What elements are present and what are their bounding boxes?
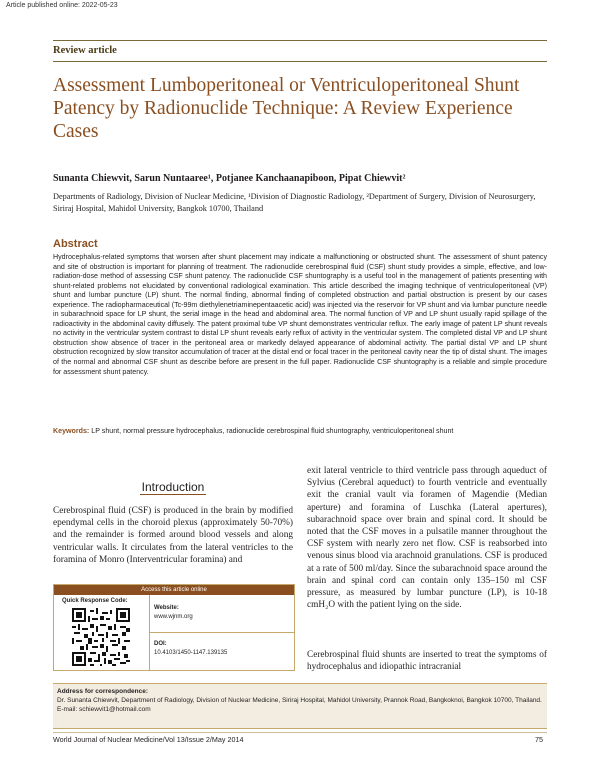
keywords-label: Keywords:: [53, 427, 90, 435]
intro-paragraph-col2b: Cerebrospinal fluid shunts are inserted to treat the symptoms of hydrocephalus and idiopathic intracranial: [307, 650, 547, 673]
access-info-panel: [150, 595, 294, 670]
abstract-text: Hydrocephalus-related symptoms that worsen after shunt placement may indicate a malfunctioning or obstructed shunt. The assessment of shunt patency and site of obstruction is important for planning of treatment. The radionuclide cerebrospinal fluid (CSF) shunt study provides a simple, effective, and low-radiation-dose method of assessing CSF shunt patency. The radionuclide CSF shuntography is a useful tool in the management of patients presenting with shunt-related problems not elucidated by conventional radiological examination. This article described the imaging technique of ventriculoperitoneal (VP) shunt and lumbar puncture (LP) shunt. The normal finding, abnormal finding of completed obstruction and partial obstruction is present by our cases experience. The radiopharmaceutical (Tc-99m diethylenetriaminepentaacetic acid) was injected via the reservoir for VP shunt and via lumbar puncture needle in subarachnoid space for LP shunt, the serial image in the head and abdominal area. The normal function of VP and LP shunt usually rapid spillage of the radioactivity in the abdominal cavity diffusely. The patent proximal tube VP shunt demonstrates ventricular reflux. The early image of patent LP shunt reveals no activity in the ventricular system contrast to distal LP shunt reveals early reflux of activity in the ventricular system. The completed distal VP and LP shunt obstruction show absence of tracer in the peritoneal area or markedly delayed appearance of abdominal activity. The partial distal VP and LP shunt obstruction recognized by slow transitor accumulation of tracer at the distal end or focal tracer in the peritoneal cavity near the tip of distal shunt. The images of the normal and abnormal CSF shunt as describe before are present in the full paper. Radionuclide CSF shuntography is a reliable and simple procedure for assessment shunt patency.: [53, 253, 547, 376]
authors: Sunanta Chiewvit, Sarun Nuntaaree¹, Potjanee Kanchaanapiboon, Pipat Chiewvit²: [53, 173, 406, 184]
keywords-text: LP shunt, normal pressure hydrocephalus, radionuclide cerebrospinal fluid shuntography, ventriculoperitoneal shunt: [91, 427, 454, 435]
journal-footer: World Journal of Nuclear Medicine/Vol 13/Issue 2/May 2014: [53, 735, 244, 744]
correspondence-text: Dr. Sunanta Chiewvit, Department of Radiology, Division of Nuclear Medicine, Siriraj Hospital, Mahidol University, Prannok Road, Bangkoknoi, Bangkok 10700, Thailand. E-mail: schiewvit1@hotmail.com: [57, 697, 542, 714]
correspondence-label: Address for correspondence:: [57, 688, 149, 695]
qr-code-icon[interactable]: [72, 608, 130, 666]
access-box-header: Access this article online: [54, 585, 294, 595]
website-link[interactable]: www.wjnm.org: [154, 614, 193, 620]
website-label: Website:: [154, 605, 179, 611]
affiliations: Departments of Radiology, Division of Nuclear Medicine, ¹Division of Diagnostic Radiology, ²Department of Surgery, Division of Neurosurgery, Siriraj Hospital, Mahidol University, Bangkok 10700, Thailand: [53, 192, 536, 213]
qr-panel: [54, 595, 150, 670]
section-label: Review article: [53, 45, 117, 56]
doi-label: DOI:: [154, 641, 167, 647]
footer-rule: [53, 732, 547, 733]
introduction-heading-text: Introduction: [141, 480, 205, 494]
section-rule: [53, 61, 547, 62]
abstract-heading: Abstract: [53, 238, 98, 250]
access-divider: [150, 632, 294, 633]
published-date: Article published online: 2022-05-23: [6, 2, 118, 9]
page-number: 75: [535, 735, 543, 744]
correspondence-box: [53, 683, 547, 729]
intro-paragraph-col2: exit lateral ventricle to third ventricle pass through aqueduct of Sylvius (Cerebral aqueduct) to fourth ventricle and eventually exit the cranial vault via foramen of Magendie (Median aperture) and foramina of Luschka (Lateral apertures), subarachnoid space over brain and spinal cord. It should be noted that the CSF moves in a pulsatile manner throughout the CSF system with nearly zero net flow. CSF is reabsorbed into venous sinus blood via arachnoid granulations. CSF is produced at a rate of 500 ml/day. Since the subarachnoid space around the brain and spinal cord can contain only 135–150 ml CSF pressure, as measured by lumbar puncture (LP), is 10-18 cmH₂O with the patient lying on the side.: [307, 466, 547, 611]
qr-label: Quick Response Code:: [62, 598, 128, 604]
doi-link[interactable]: 10.4103/1450-1147.139135: [154, 650, 228, 656]
access-online-box: [53, 584, 295, 671]
top-rule: [53, 40, 547, 41]
intro-paragraph-col1: Cerebrospinal fluid (CSF) is produced in the brain by modified ependymal cells in the choroid plexus (approximately 50-70%) and the remainder is formed around blood vessels and along ventricular walls. It circulates from the lateral ventricles to the foramina of Monro (Interventricular foramina) and: [53, 506, 293, 565]
introduction-heading: [53, 480, 293, 494]
article-title: Assessment Lumboperitoneal or Ventriculoperitoneal Shunt Patency by Radionuclide Technique: A Review Experience Cases: [53, 75, 520, 142]
keywords: [53, 427, 547, 437]
